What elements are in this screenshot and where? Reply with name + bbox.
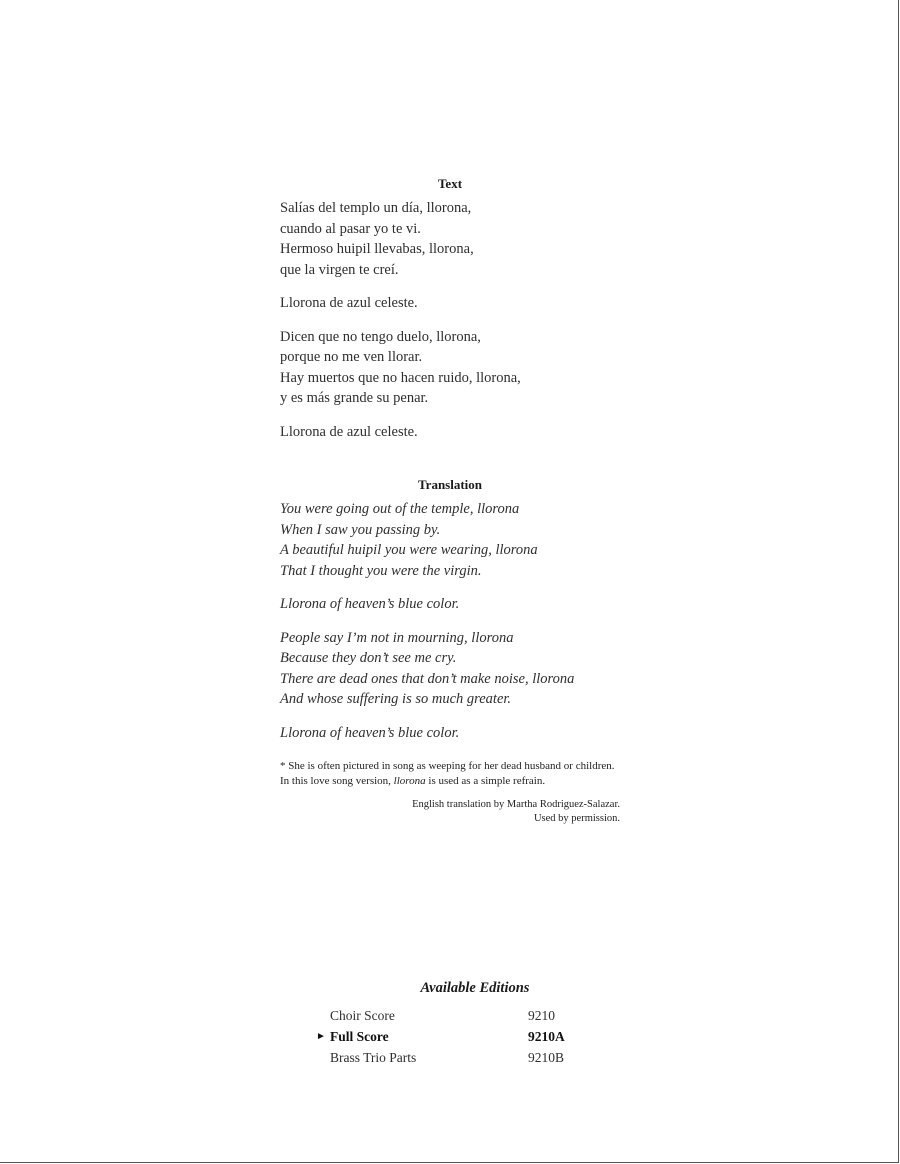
edition-row-choir-score bbox=[310, 1005, 590, 1026]
verse-line: And whose suffering is so much greater. bbox=[280, 691, 512, 707]
footnote-emphasis: llorona bbox=[393, 774, 426, 787]
translation-stanza bbox=[280, 628, 620, 710]
text-refrain bbox=[280, 293, 620, 314]
text-section bbox=[280, 176, 620, 442]
verse-line: Hay muertos que no hacen ruido, llorona, bbox=[280, 369, 521, 386]
footnote-text-end: is used as a simple refrain. bbox=[425, 774, 546, 787]
edition-name: Brass Trio Parts bbox=[330, 1050, 417, 1065]
text-stanza bbox=[280, 198, 620, 280]
verse-line: porque no me ven llorar. bbox=[280, 349, 423, 365]
footnote-text: * She is often pictured in song as weeping for her dead husband or children. In this love song version, bbox=[280, 760, 615, 787]
available-editions bbox=[310, 980, 590, 1068]
translation-credit bbox=[280, 798, 620, 826]
current-edition-pointer-icon: ► bbox=[316, 1031, 326, 1042]
verse-line: People say I’m not in mourning, llorona bbox=[280, 629, 514, 646]
edition-name: Choir Score bbox=[330, 1008, 395, 1023]
translation-section bbox=[280, 477, 620, 743]
verse-line: Llorona de azul celeste. bbox=[280, 423, 418, 440]
credit-line: English translation by Martha Rodriguez-Salazar. bbox=[412, 799, 620, 810]
edition-name: Full Score bbox=[330, 1029, 389, 1044]
verse-line: cuando al pasar yo te vi. bbox=[280, 220, 421, 237]
text-heading: Text bbox=[437, 176, 463, 191]
editions-title: Available Editions bbox=[420, 980, 530, 996]
footnote bbox=[280, 759, 620, 788]
verse-line: Llorona of heaven’s blue color. bbox=[280, 724, 460, 741]
verse-line: Because they don’t see me cry. bbox=[280, 650, 457, 666]
permission-line: Used by permission. bbox=[533, 813, 620, 824]
verse-line: y es más grande su penar. bbox=[280, 390, 429, 406]
edition-code: 9210 bbox=[528, 1008, 555, 1023]
verse-line: You were going out of the temple, llorona bbox=[280, 501, 520, 517]
translation-heading: Translation bbox=[417, 477, 483, 492]
text-stanza bbox=[280, 327, 620, 409]
verse-line: Llorona de azul celeste. bbox=[280, 295, 418, 311]
verse-line: Hermoso huipil llevabas, llorona, bbox=[280, 241, 474, 257]
translation-refrain bbox=[280, 594, 620, 615]
verse-line: A beautiful huipil you were wearing, llorona bbox=[280, 542, 538, 558]
edition-code: 9210A bbox=[528, 1029, 565, 1044]
translation-stanza bbox=[280, 499, 620, 581]
edition-row-brass-trio-parts bbox=[310, 1047, 590, 1068]
verse-line: That I thought you were the virgin. bbox=[280, 562, 482, 579]
verse-line: There are dead ones that don’t make noise, llorona bbox=[280, 670, 575, 687]
translation-refrain bbox=[280, 723, 620, 744]
edition-code: 9210B bbox=[528, 1050, 565, 1065]
text-refrain bbox=[280, 422, 620, 443]
verse-line: que la virgen te creí. bbox=[280, 261, 399, 278]
verse-line: Dicen que no tengo duelo, llorona, bbox=[280, 328, 481, 345]
edition-row-full-score bbox=[310, 1026, 590, 1047]
verse-line: Salías del templo un día, llorona, bbox=[280, 200, 472, 216]
verse-line: When I saw you passing by. bbox=[280, 521, 441, 538]
lyrics-content bbox=[280, 176, 620, 826]
verse-line: Llorona of heaven’s blue color. bbox=[280, 596, 460, 612]
